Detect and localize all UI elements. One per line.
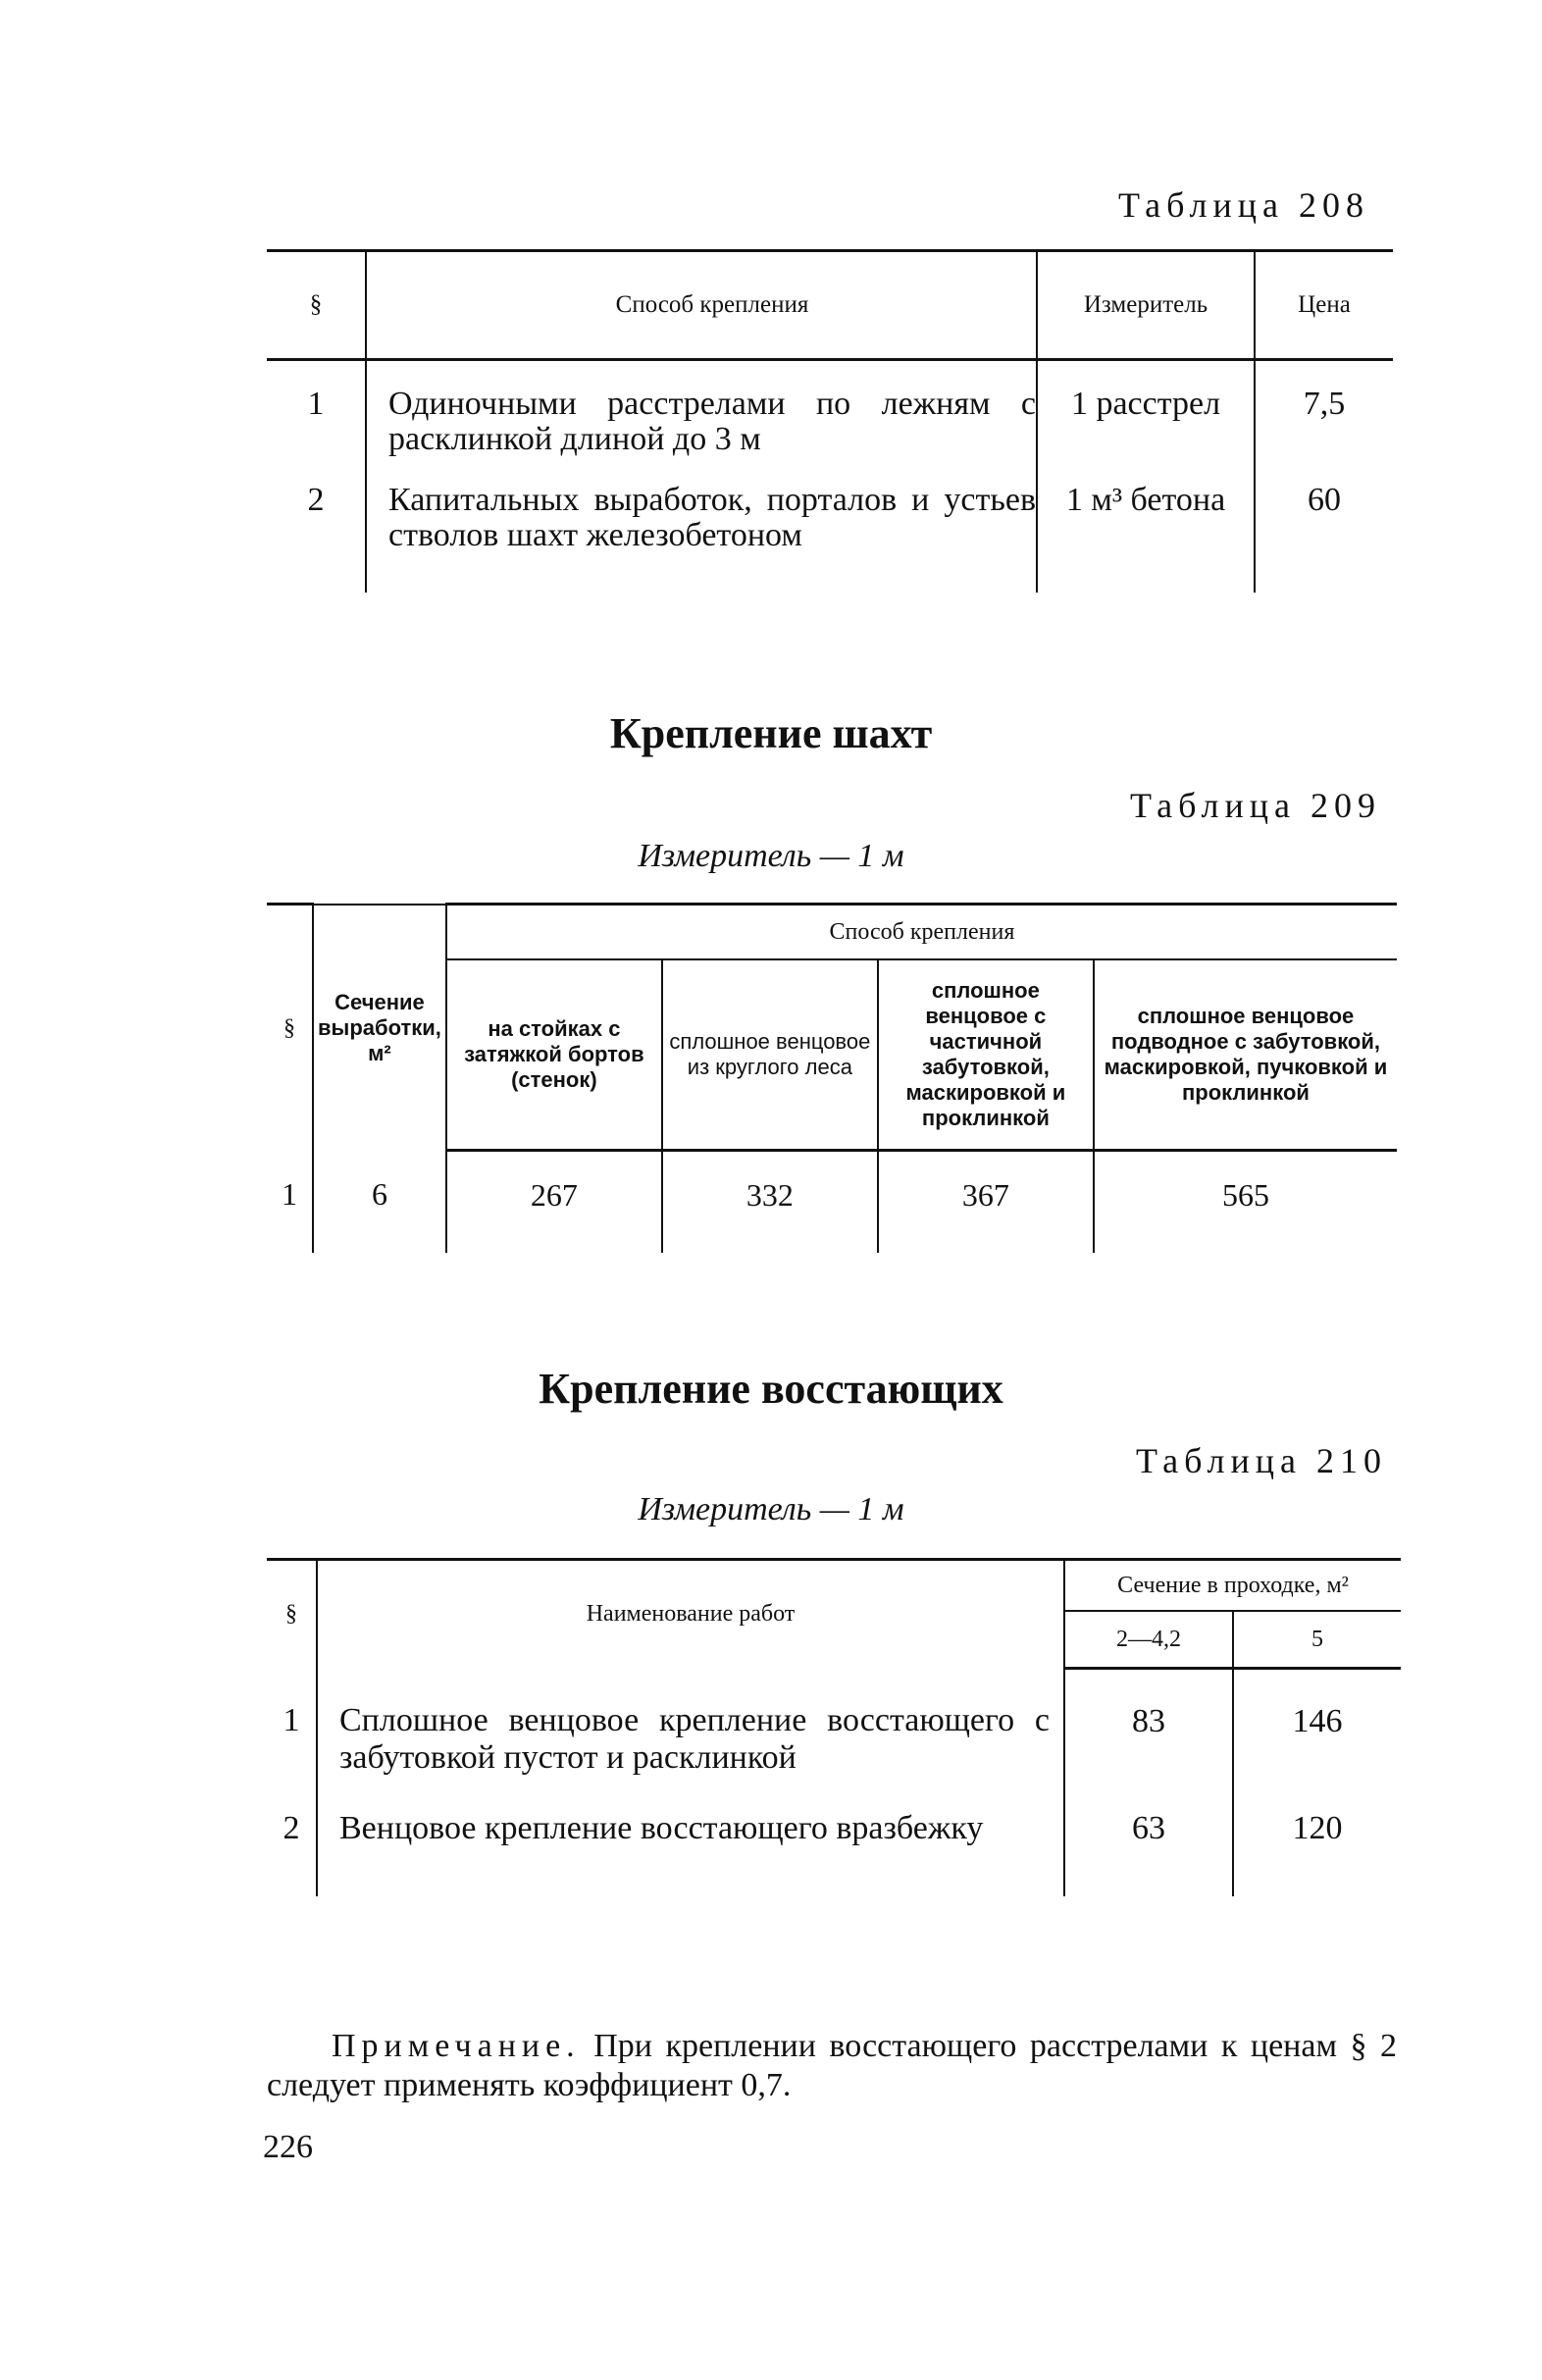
row-unit: 1 м³ бетона bbox=[1037, 457, 1255, 593]
table-row bbox=[267, 457, 1393, 593]
table-208-caption: Таблица 208 bbox=[1118, 185, 1369, 225]
header-section-2: 5 bbox=[1233, 1611, 1401, 1669]
header-paragraph: § bbox=[267, 905, 313, 1151]
header-method-group: Способ крепления bbox=[446, 905, 1397, 960]
table-209-caption: Таблица 209 bbox=[1130, 786, 1381, 825]
header-method-2: сплошное венцовое из круглого леса bbox=[662, 959, 878, 1151]
row-price: 60 bbox=[1308, 482, 1341, 518]
row-method: Капитальных выработок, порталов и устьев стволов шахт железобетоном bbox=[366, 457, 1037, 593]
measure-label: Измеритель — 1 м bbox=[638, 838, 904, 874]
measure-label: Измеритель — 1 м bbox=[638, 1491, 904, 1527]
row-paragraph: 2 bbox=[283, 1809, 300, 1846]
row-value: 83 bbox=[1064, 1669, 1233, 1777]
table-210-caption: Таблица 210 bbox=[1136, 1441, 1387, 1480]
header-method: Способ крепления bbox=[366, 251, 1037, 360]
row-unit: 1 расстрел bbox=[1037, 360, 1255, 458]
table-row bbox=[267, 1151, 1397, 1254]
row-work: Сплошное венцовое крепление восстающего с забутовкой пустот и расклинкой bbox=[317, 1669, 1064, 1777]
row-value: 146 bbox=[1233, 1669, 1401, 1777]
header-section-group: Сечение в проходке, м² bbox=[1064, 1560, 1401, 1612]
section-title: Крепление восстающих bbox=[539, 1365, 1003, 1413]
row-value: 332 bbox=[662, 1151, 878, 1254]
header-work: Наименование работ bbox=[317, 1560, 1064, 1669]
row-price: 7,5 bbox=[1303, 386, 1346, 422]
table-row bbox=[267, 1669, 1401, 1777]
row-paragraph: 1 bbox=[307, 386, 325, 422]
header-method-4: сплошное венцовое подводное с забутовкой, маскировкой, пучковкой и проклинкой bbox=[1094, 959, 1397, 1151]
footnote-text: При креплении восстающего расстрелами к ценам § 2 следует применять коэффициент 0,7. bbox=[267, 2028, 1397, 2103]
row-value: 120 bbox=[1233, 1777, 1401, 1896]
header-price: Цена bbox=[1255, 251, 1393, 360]
table-row bbox=[267, 1777, 1401, 1896]
row-paragraph: 1 bbox=[283, 1701, 300, 1738]
table-209 bbox=[267, 903, 1397, 1253]
header-paragraph: § bbox=[267, 251, 366, 360]
table-210 bbox=[267, 1558, 1401, 1896]
row-work: Венцовое крепление восстающего вразбежку bbox=[317, 1777, 1064, 1896]
table-row bbox=[267, 360, 1393, 458]
row-method: Одиночными расстрелами по лежням с расклинкой длиной до 3 м bbox=[366, 360, 1037, 458]
footnote bbox=[267, 2027, 1397, 2105]
table-header-row bbox=[267, 1560, 1401, 1612]
row-paragraph: 1 bbox=[282, 1175, 297, 1212]
table-header-row bbox=[267, 905, 1397, 960]
header-unit: Измеритель bbox=[1037, 251, 1255, 360]
row-section: 6 bbox=[313, 1151, 446, 1254]
section-title: Крепление шахт bbox=[609, 709, 933, 757]
row-value: 267 bbox=[446, 1151, 662, 1254]
row-paragraph: 2 bbox=[307, 482, 325, 518]
header-method-1: на стойках с затяжкой бортов (стенок) bbox=[446, 959, 662, 1151]
row-value: 63 bbox=[1064, 1777, 1233, 1896]
table-208 bbox=[267, 249, 1393, 593]
header-paragraph: § bbox=[267, 1560, 317, 1669]
row-value: 565 bbox=[1094, 1151, 1397, 1254]
page-number: 226 bbox=[263, 2129, 313, 2165]
row-value: 367 bbox=[878, 1151, 1094, 1254]
table-header-row bbox=[267, 251, 1393, 360]
header-section: Сечение выработки, м² bbox=[313, 905, 446, 1151]
header-method-3: сплошное венцовое с частичной забутовкой, маскировкой и проклинкой bbox=[878, 959, 1094, 1151]
footnote-label: Примечание. bbox=[332, 2028, 581, 2064]
header-section-1: 2—4,2 bbox=[1064, 1611, 1233, 1669]
